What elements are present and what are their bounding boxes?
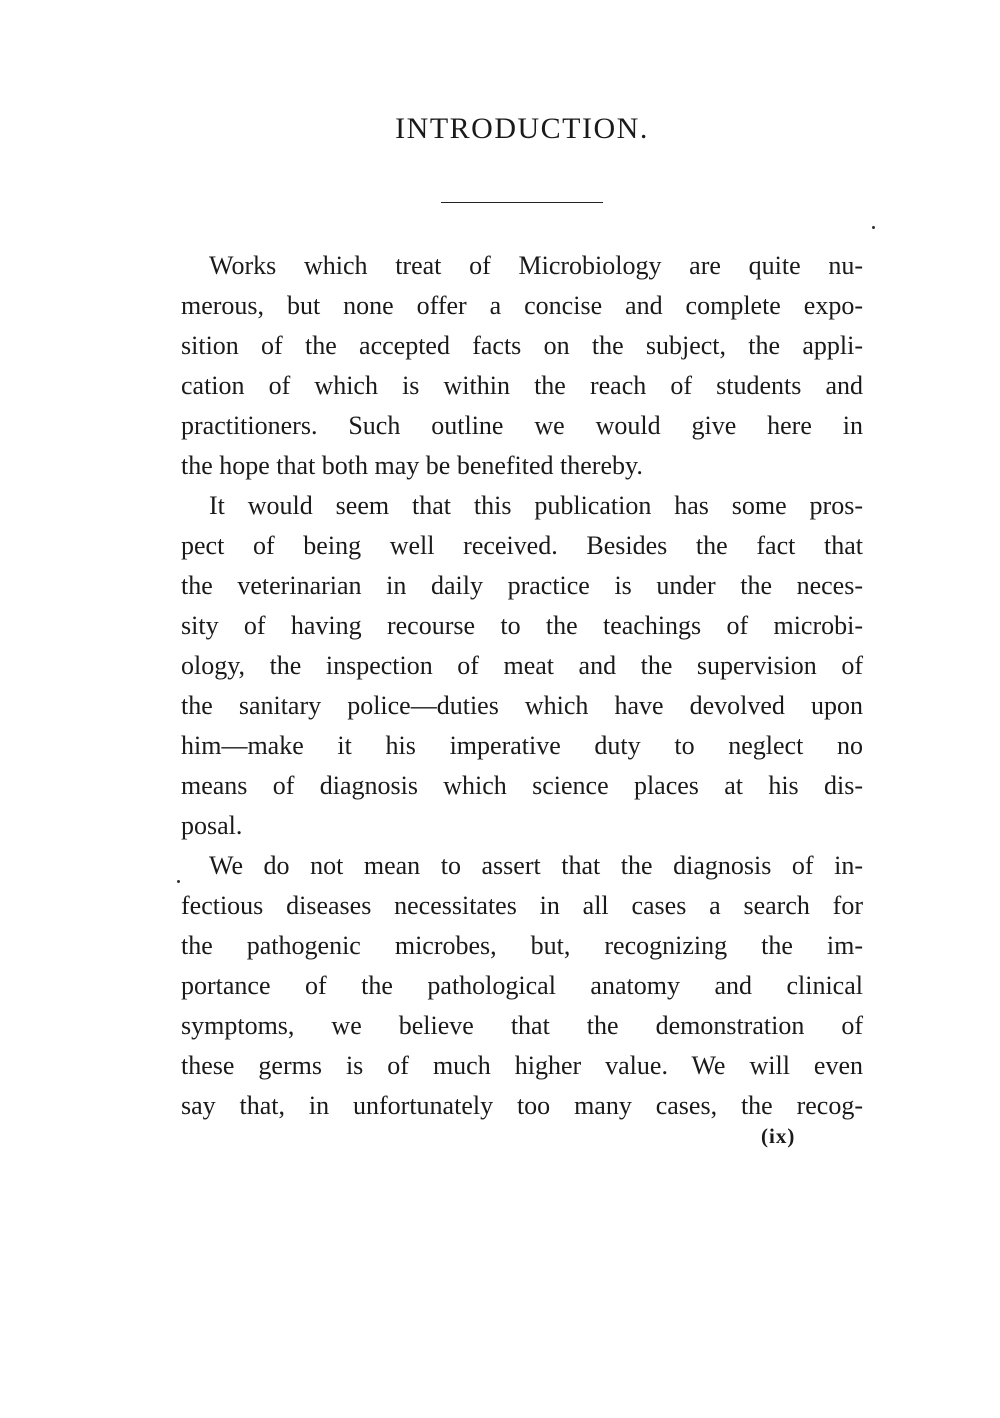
page-title: INTRODUCTION. (395, 112, 649, 145)
text-line: We do not mean to assert that the diagnosis of in- (209, 851, 863, 880)
text-line: the sanitary police—duties which have devolved upon (181, 691, 863, 720)
text-line: posal. (181, 811, 243, 840)
ink-speck (872, 226, 875, 229)
text-line: means of diagnosis which science places at his dis- (181, 771, 863, 800)
text-line: It would seem that this publication has some pros- (209, 491, 863, 520)
text-line: these germs is of much higher value. We will even (181, 1051, 863, 1080)
text-line: the pathogenic microbes, but, recognizing the im- (181, 931, 863, 960)
text-line: symptoms, we believe that the demonstration of (181, 1011, 863, 1040)
page-number: (ix) (761, 1124, 796, 1148)
text-line: the hope that both may be benefited thereby. (181, 451, 643, 480)
text-line: sity of having recourse to the teachings of microbi- (181, 611, 863, 640)
text-line: portance of the pathological anatomy and clinical (181, 971, 863, 1000)
text-line: fectious diseases necessitates in all cases a search for (181, 891, 863, 920)
title-rule (441, 202, 603, 203)
text-line: practitioners. Such outline we would give here in (181, 411, 863, 440)
text-line: him—make it his imperative duty to neglect no (181, 731, 863, 760)
text-line: merous, but none offer a concise and complete expo- (181, 291, 863, 320)
text-line: say that, in unfortunately too many cases, the recog- (181, 1091, 863, 1120)
ink-speck (177, 880, 180, 883)
text-line: pect of being well received. Besides the fact that (181, 531, 863, 560)
text-line: ology, the inspection of meat and the supervision of (181, 651, 863, 680)
text-line: Works which treat of Microbiology are quite nu- (209, 251, 863, 280)
text-line: the veterinarian in daily practice is under the neces- (181, 571, 863, 600)
text-line: sition of the accepted facts on the subject, the appli- (181, 331, 863, 360)
text-line: cation of which is within the reach of students and (181, 371, 863, 400)
body-text (181, 246, 863, 1126)
